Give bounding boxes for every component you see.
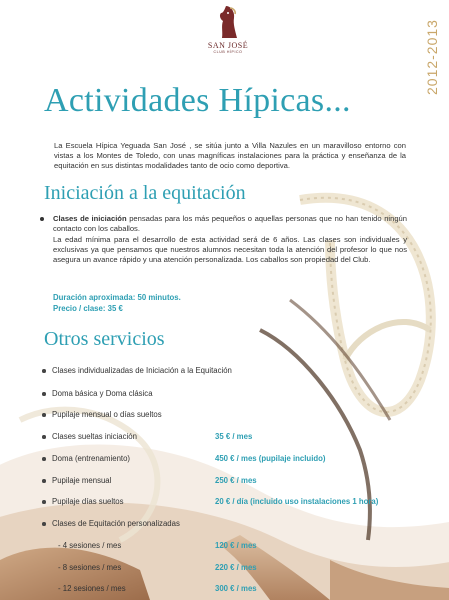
service-label: Clases individualizadas de Iniciación a la Equitación (52, 366, 232, 375)
service-label: Doma básica y Doma clásica (52, 389, 153, 398)
service-item (52, 366, 232, 375)
service-label: Pupilaje mensual (52, 476, 112, 485)
bullet-icon (42, 392, 46, 396)
iniciacion-details: La edad mínima para el desarrollo de esta actividad será de 6 años. Las clases son individuales y exclusivas ya que pensamos que nuestros alumnos necesitan toda la atención del profesor lo que nos asegura un avance rápido y una atención personalizada. Los caballos son propiedad del Club. (53, 234, 407, 265)
bullet-icon (42, 479, 46, 483)
season-year: 2012-2013 (424, 19, 440, 95)
service-subitem: - 8 sesiones / mes (58, 563, 122, 572)
service-price: 20 € / día (incluido uso instalaciones 1 hora) (215, 497, 379, 506)
service-price: 250 € / mes (215, 476, 257, 485)
service-price: 220 € / mes (215, 563, 257, 572)
service-price: 120 € / mes (215, 541, 257, 550)
service-item (52, 497, 124, 506)
bullet-icon (42, 500, 46, 504)
club-logo (200, 4, 256, 54)
service-item (52, 389, 153, 398)
iniciacion-lead (53, 214, 407, 235)
service-label: Doma (entrenamiento) (52, 454, 131, 463)
class-price-text: Precio / clase: 35 € (53, 304, 123, 313)
service-price: 300 € / mes (215, 584, 257, 593)
service-item (52, 476, 111, 485)
bullet-icon (42, 435, 46, 439)
bullet-icon (42, 369, 46, 373)
service-label: Pupilaje días sueltos (52, 497, 124, 506)
service-label: Clases sueltas iniciación (52, 432, 137, 441)
horse-head-logo-icon (217, 4, 239, 40)
service-item (52, 519, 180, 528)
section-heading-iniciacion: Iniciación a la equitación (44, 182, 246, 204)
service-item (52, 432, 137, 441)
service-price: 35 € / mes (215, 432, 253, 441)
bullet-icon (40, 217, 44, 221)
logo-name: SAN JOSÉ (207, 41, 249, 50)
service-price: 450 € / mes (pupilaje incluido) (215, 454, 326, 463)
service-item (52, 410, 162, 419)
service-subitem: - 12 sesiones / mes (58, 584, 126, 593)
section-heading-otros-servicios: Otros servicios (44, 328, 165, 350)
service-item (52, 454, 130, 463)
service-subitem: - 4 sesiones / mes (58, 541, 122, 550)
iniciacion-description (53, 214, 407, 265)
iniciacion-pricing (53, 292, 181, 314)
service-label: Pupilaje mensual o días sueltos (52, 410, 162, 419)
bullet-icon (42, 522, 46, 526)
iniciacion-lead-text: pensadas para los más pequeños o aquellas personas que no han tenido ningún contacto con los caballos. (53, 214, 408, 234)
service-label: Clases de Equitación personalizadas (52, 519, 180, 528)
bullet-icon (42, 457, 46, 461)
iniciacion-lead-bold: Clases de iniciación (53, 214, 127, 223)
duration-text: Duración aproximada: 50 minutos. (53, 293, 181, 302)
bullet-icon (42, 413, 46, 417)
logo-subtitle: CLUB HÍPICO (213, 50, 243, 54)
intro-paragraph: La Escuela Hípica Yeguada San José , se sitúa junto a Villa Nazules en un maravilloso entorno con vistas a los Montes de Toledo, con unas magníficas instalaciones para la práctica y enseñanza de la equitación en sus distintas modalidades tanto de ocio como deportiva. (54, 141, 406, 171)
page-title: Actividades Hípicas... (44, 82, 351, 119)
